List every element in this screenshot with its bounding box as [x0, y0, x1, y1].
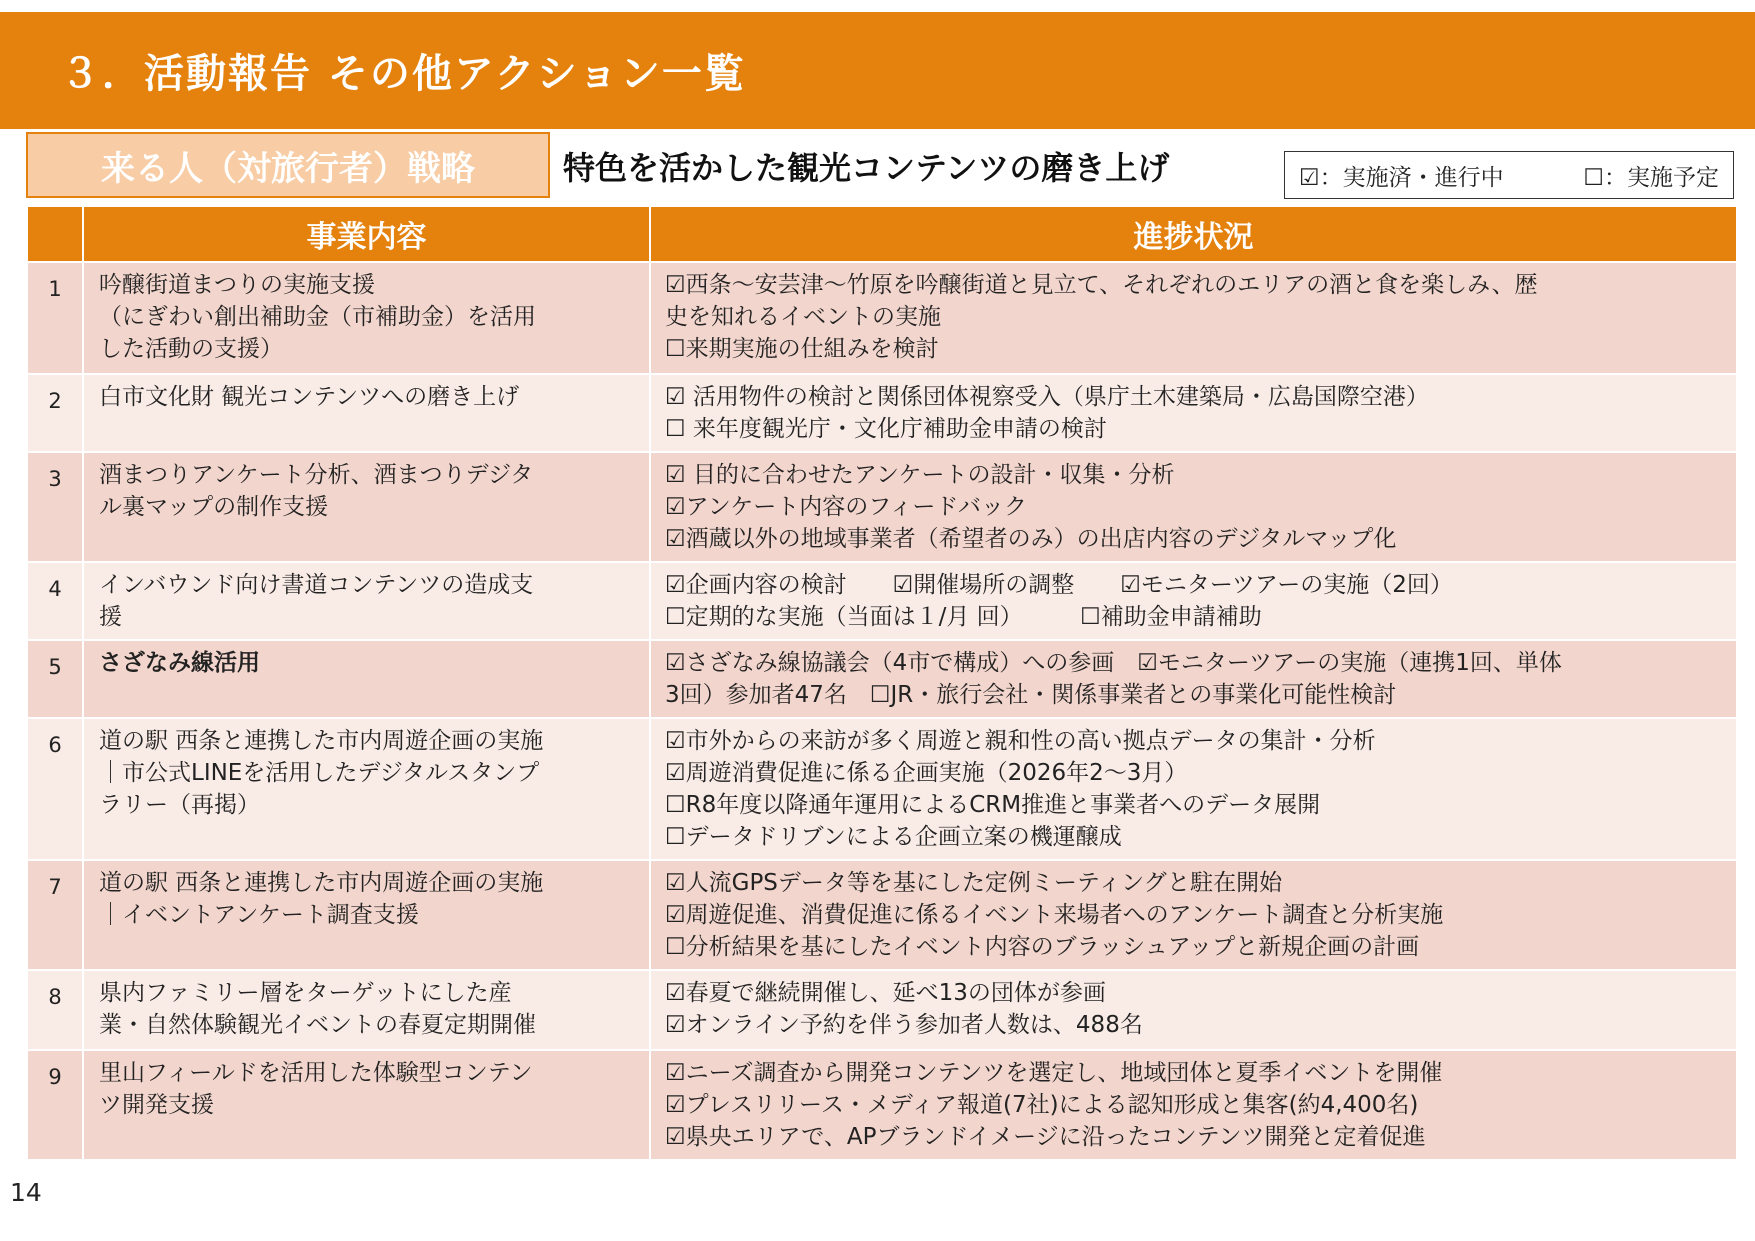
progress-line: ☑酒蔵以外の地域事業者（希望者のみ）の出店内容のデジタルマップ化	[665, 526, 1397, 552]
row-number: 7	[27, 860, 83, 970]
row-progress	[650, 452, 1737, 562]
content-line: 吟醸街道まつりの実施支援	[99, 272, 375, 298]
progress-line: ☑周遊促進、消費促進に係るイベント来場者へのアンケート調査と分析実施	[665, 902, 1444, 928]
row-number: 6	[27, 718, 83, 860]
progress-line: ☑さざなみ線協議会（4市で構成）への参画 ☑モニターツアーの実施（連携1回、単体	[665, 650, 1562, 676]
row-number: 3	[27, 452, 83, 562]
content-line: インバウンド向け書道コンテンツの造成支	[99, 572, 534, 598]
content-line: 県内ファミリー層をターゲットにした産	[99, 980, 512, 1006]
progress-line: 史を知れるイベントの実施	[665, 304, 941, 330]
table-row	[27, 262, 1737, 374]
row-progress	[650, 1050, 1737, 1160]
row-content	[83, 718, 650, 860]
header-content: 事業内容	[83, 206, 650, 262]
content-line: 白市文化財 観光コンテンツへの磨き上げ	[99, 384, 520, 410]
progress-line: ☑オンライン予約を伴う参加者人数は、488名	[665, 1012, 1143, 1038]
content-line: した活動の支援）	[99, 336, 283, 362]
progress-line: ☑春夏で継続開催し、延べ13の団体が参画	[665, 980, 1106, 1006]
content-line: さざなみ線活用	[99, 650, 260, 676]
progress-line: ☑ニーズ調査から開発コンテンツを選定し、地域団体と夏季イベントを開催	[665, 1060, 1443, 1086]
row-content	[83, 860, 650, 970]
row-progress	[650, 262, 1737, 374]
row-progress	[650, 860, 1737, 970]
progress-line: ☑県央エリアで、APブランドイメージに沿ったコンテンツ開発と定着促進	[665, 1124, 1426, 1150]
header-number	[27, 206, 83, 262]
page-header	[0, 12, 1755, 129]
table-row	[27, 452, 1737, 562]
strategy-label: 来る人（対旅行者）戦略	[26, 132, 550, 198]
row-number: 8	[27, 970, 83, 1050]
progress-line: 3回）参加者47名 ☐JR・旅行会社・関係事業者との事業化可能性検討	[665, 682, 1397, 708]
progress-line: ☑ 目的に合わせたアンケートの設計・収集・分析	[665, 462, 1175, 488]
row-content	[83, 262, 650, 374]
row-content	[83, 640, 650, 718]
status-legend	[1284, 151, 1734, 199]
content-line: （にぎわい創出補助金（市補助金）を活用	[99, 304, 536, 330]
content-line: 道の駅 西条と連携した市内周遊企画の実施	[99, 870, 544, 896]
row-number: 2	[27, 374, 83, 452]
table-row	[27, 374, 1737, 452]
activity-table	[26, 205, 1738, 1161]
section-subtitle: 特色を活かした観光コンテンツの磨き上げ	[563, 149, 1170, 187]
progress-line: ☑アンケート内容のフィードバック	[665, 494, 1027, 520]
progress-line: ☑周遊消費促進に係る企画実施（2026年2～3月）	[665, 760, 1188, 786]
content-line: ラリー（再掲）	[99, 792, 260, 818]
content-line: 業・自然体験観光イベントの春夏定期開催	[99, 1012, 536, 1038]
row-number: 1	[27, 262, 83, 374]
content-line: 里山フィールドを活用した体験型コンテン	[99, 1060, 533, 1086]
row-content	[83, 1050, 650, 1160]
table-header-row	[27, 206, 1737, 262]
progress-line: ☑市外からの来訪が多く周遊と親和性の高い拠点データの集計・分析	[665, 728, 1376, 754]
row-number: 5	[27, 640, 83, 718]
table-body	[27, 262, 1737, 1160]
progress-line: ☑人流GPSデータ等を基にした定例ミーティングと駐在開始	[665, 870, 1283, 896]
row-number: 9	[27, 1050, 83, 1160]
progress-line: ☐R8年度以降通年運用によるCRM推進と事業者へのデータ展開	[665, 792, 1321, 818]
content-line: 酒まつりアンケート分析、酒まつりデジタ	[99, 462, 534, 488]
row-progress	[650, 562, 1737, 640]
progress-line: ☐ 来年度観光庁・文化庁補助金申請の検討	[665, 416, 1107, 442]
legend-done: ☑：実施済・進行中	[1299, 164, 1504, 191]
row-number: 4	[27, 562, 83, 640]
row-progress	[650, 640, 1737, 718]
table-row	[27, 970, 1737, 1050]
progress-line: ☑ 活用物件の検討と関係団体視察受入（県庁土木建築局・広島国際空港）	[665, 384, 1429, 410]
legend-planned: ☐：実施予定	[1583, 164, 1719, 191]
progress-line: ☐定期的な実施（当面は１/月 回） ☐補助金申請補助	[665, 604, 1262, 630]
table-row	[27, 1050, 1737, 1160]
row-progress	[650, 718, 1737, 860]
table-row	[27, 718, 1737, 860]
content-line: 援	[99, 604, 122, 630]
row-content	[83, 374, 650, 452]
row-progress	[650, 970, 1737, 1050]
table-row	[27, 640, 1737, 718]
progress-line: ☐分析結果を基にしたイベント内容のブラッシュアップと新規企画の計画	[665, 934, 1420, 960]
progress-line: ☐データドリブンによる企画立案の機運醸成	[665, 824, 1122, 850]
page-title: ３．活動報告 その他アクション一覧	[60, 51, 746, 97]
row-content	[83, 452, 650, 562]
progress-line: ☑プレスリリース・メディア報道(7社)による認知形成と集客(約4,400名)	[665, 1092, 1419, 1118]
progress-line: ☐来期実施の仕組みを検討	[665, 336, 939, 362]
content-line: ｜市公式LINEを活用したデジタルスタンプ	[99, 760, 540, 786]
header-progress: 進捗状況	[650, 206, 1737, 262]
content-line: ｜イベントアンケート調査支援	[99, 902, 419, 928]
content-line: 道の駅 西条と連携した市内周遊企画の実施	[99, 728, 544, 754]
row-content	[83, 562, 650, 640]
content-line: ル裏マップの制作支援	[99, 494, 329, 520]
table-row	[27, 860, 1737, 970]
progress-line: ☑企画内容の検討 ☑開催場所の調整 ☑モニターツアーの実施（2回）	[665, 572, 1453, 598]
row-progress	[650, 374, 1737, 452]
row-content	[83, 970, 650, 1050]
page-number: 14	[10, 1178, 42, 1207]
content-line: ツ開発支援	[99, 1092, 214, 1118]
table-row	[27, 562, 1737, 640]
progress-line: ☑西条～安芸津～竹原を吟醸街道と見立て、それぞれのエリアの酒と食を楽しみ、歴	[665, 272, 1538, 298]
